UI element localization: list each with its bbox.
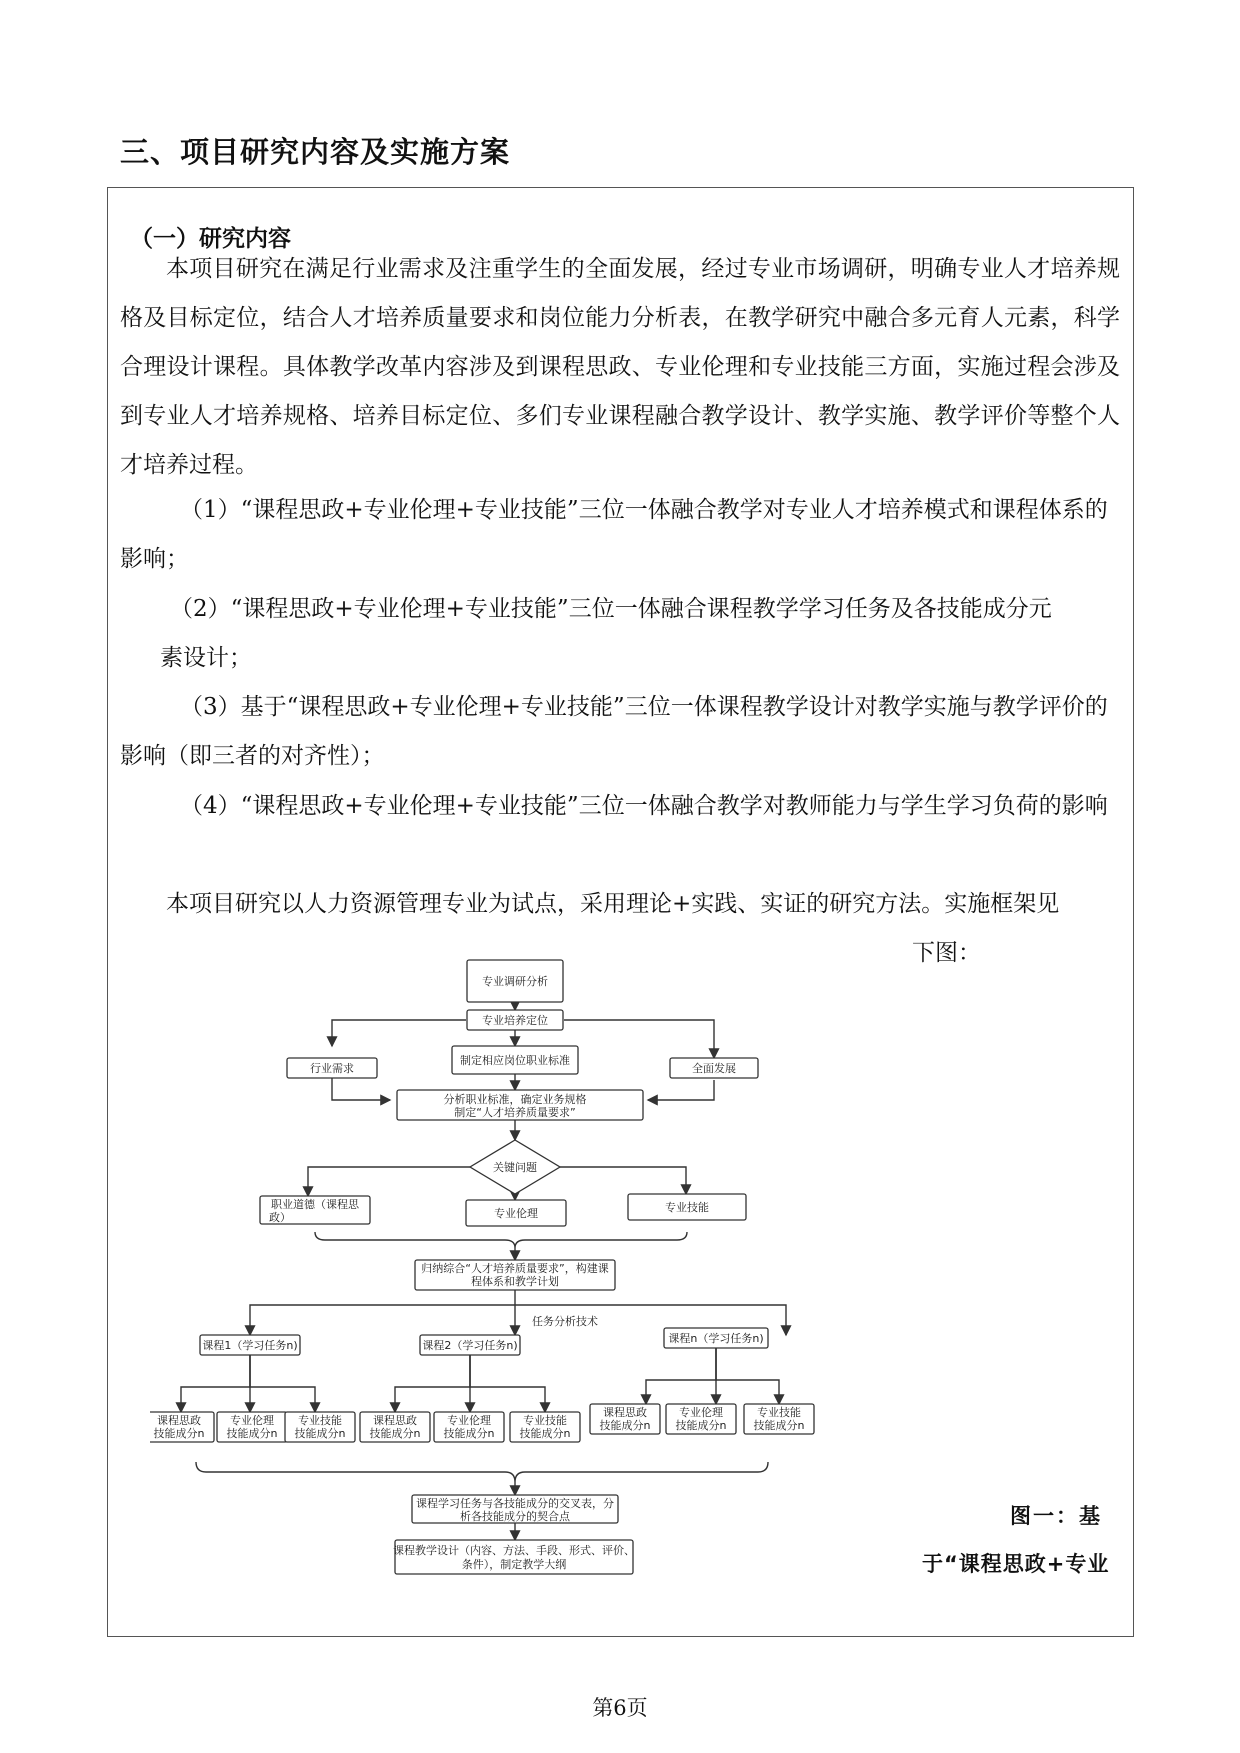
svg-text:程体系和教学计划: 程体系和教学计划 xyxy=(471,1275,559,1288)
node-c2-skills xyxy=(510,1412,580,1442)
svg-text:技能成分n: 技能成分n xyxy=(153,1427,205,1440)
svg-text:行业需求: 行业需求 xyxy=(310,1062,354,1075)
node-job-standard xyxy=(452,1046,578,1074)
node-course-1 xyxy=(200,1335,300,1355)
method-paragraph: 本项目研究以人力资源管理专业为试点，采用理论+实践、实证的研究方法。实施框架见 xyxy=(166,891,1060,917)
node-key-issue xyxy=(470,1140,560,1194)
node-positioning xyxy=(467,1010,563,1030)
node-cross-table xyxy=(412,1495,618,1523)
svg-text:课程学习任务与各技能成分的交叉表，分: 课程学习任务与各技能成分的交叉表，分 xyxy=(416,1497,614,1510)
svg-text:技能成分n: 技能成分n xyxy=(519,1427,571,1440)
node-professional-skills xyxy=(628,1194,746,1220)
svg-text:技能成分n: 技能成分n xyxy=(226,1427,278,1440)
svg-text:专业技能: 专业技能 xyxy=(757,1406,801,1419)
node-cn-skills xyxy=(744,1404,814,1434)
svg-text:政）: 政） xyxy=(269,1211,291,1224)
svg-text:归纳综合“人才培养质量要求”，构建课: 归纳综合“人才培养质量要求”，构建课 xyxy=(421,1262,609,1275)
figure-caption-line-1: 图一：基 xyxy=(1010,1504,1102,1528)
svg-text:技能成分n: 技能成分n xyxy=(369,1427,421,1440)
section-title: 三、项目研究内容及实施方案 xyxy=(120,135,511,169)
subsection-title: （一）研究内容 xyxy=(130,226,291,252)
svg-text:课程思政: 课程思政 xyxy=(603,1406,647,1419)
svg-text:条件），制定教学大纲: 条件），制定教学大纲 xyxy=(461,1558,567,1571)
node-c1-ethics xyxy=(217,1412,287,1442)
node-analysis xyxy=(397,1090,643,1120)
svg-text:课程思政: 课程思政 xyxy=(373,1414,417,1427)
node-course-2 xyxy=(420,1335,520,1355)
intro-paragraph: 本项目研究在满足行业需求及注重学生的全面发展，经过专业市场调研，明确专业人才培养规格及目标定位，结合人才培养质量要求和岗位能力分析表，在教学研究中融合多元育人元素，科学合理设计课程。具体教学改革内容涉及到课程思政、专业伦理和专业技能三方面，实施过程会涉及到专业人才培养规格、培养目标定位、多们专业课程融合教学设计、教学实施、教学评价等整个人才培养过程。 xyxy=(120,256,1120,478)
svg-text:制定“人才培养质量要求”: 制定“人才培养质量要求” xyxy=(454,1106,576,1119)
page-number: 第6页 xyxy=(592,1696,648,1720)
node-industry-demand xyxy=(287,1058,377,1078)
svg-text:专业伦理: 专业伦理 xyxy=(447,1414,491,1427)
node-course-n xyxy=(664,1328,768,1348)
node-cn-ideology xyxy=(590,1404,660,1434)
node-course-design xyxy=(393,1540,635,1574)
svg-text:专业技能: 专业技能 xyxy=(665,1201,709,1214)
node-summary xyxy=(415,1260,615,1290)
method-paragraph-tail: 下图： xyxy=(912,940,981,966)
node-c1-skills xyxy=(285,1412,355,1442)
svg-text:技能成分n: 技能成分n xyxy=(294,1427,346,1440)
svg-text:技能成分n: 技能成分n xyxy=(599,1419,651,1432)
svg-text:析各技能成分的契合点: 析各技能成分的契合点 xyxy=(460,1510,570,1523)
node-cn-ethics xyxy=(666,1404,736,1434)
svg-text:专业技能: 专业技能 xyxy=(523,1414,567,1427)
svg-text:课程1（学习任务n): 课程1（学习任务n) xyxy=(202,1339,298,1352)
svg-text:专业伦理: 专业伦理 xyxy=(494,1207,538,1220)
research-item-1: （1）“课程思政+专业伦理+专业技能”三位一体融合教学对专业人才培养模式和课程体系的影响； xyxy=(120,497,1108,572)
research-item-2: （2）“课程思政+专业伦理+专业技能”三位一体融合课程教学学习任务及各技能成分元 xyxy=(170,596,1052,622)
svg-text:技能成分n: 技能成分n xyxy=(753,1419,805,1432)
node-market-research xyxy=(467,960,563,1002)
implementation-flowchart xyxy=(150,950,910,1630)
svg-text:课程教学设计（内容、方法、手段、形式、评价、: 课程教学设计（内容、方法、手段、形式、评价、 xyxy=(393,1544,635,1557)
svg-text:课程思政: 课程思政 xyxy=(157,1414,201,1427)
svg-text:专业技能: 专业技能 xyxy=(298,1414,342,1427)
svg-text:专业伦理: 专业伦理 xyxy=(679,1406,723,1419)
svg-text:课程n（学习任务n): 课程n（学习任务n) xyxy=(668,1332,764,1345)
svg-text:技能成分n: 技能成分n xyxy=(675,1419,727,1432)
figure-caption-line-2: 于“课程思政+专业 xyxy=(922,1552,1110,1576)
research-item-3: （3）基于“课程思政+专业伦理+专业技能”三位一体课程教学设计对教学实施与教学评价的影响（即三者的对齐性）； xyxy=(120,694,1108,769)
node-c2-ideology xyxy=(360,1412,430,1442)
node-c1-ideology xyxy=(150,1412,214,1442)
svg-text:分析职业标准，确定业务规格: 分析职业标准，确定业务规格 xyxy=(443,1093,587,1106)
label-task-analysis: 任务分析技术 xyxy=(532,1315,598,1328)
node-professional-ethics xyxy=(466,1200,566,1226)
svg-text:技能成分n: 技能成分n xyxy=(443,1427,495,1440)
svg-text:专业培养定位: 专业培养定位 xyxy=(482,1014,548,1027)
research-item-4: （4）“课程思政+专业伦理+专业技能”三位一体融合教学对教师能力与学生学习负荷的影响 xyxy=(180,793,1108,819)
svg-text:课程2（学习任务n): 课程2（学习任务n) xyxy=(422,1339,518,1352)
svg-text:专业调研分析: 专业调研分析 xyxy=(482,975,548,988)
svg-text:专业伦理: 专业伦理 xyxy=(230,1414,274,1427)
node-c2-ethics xyxy=(434,1412,504,1442)
svg-text:制定相应岗位职业标准: 制定相应岗位职业标准 xyxy=(460,1054,570,1067)
svg-text:全面发展: 全面发展 xyxy=(692,1062,736,1075)
node-professional-morality xyxy=(260,1196,370,1224)
svg-text:职业道德（课程思: 职业道德（课程思 xyxy=(271,1198,359,1211)
svg-text:关键问题: 关键问题 xyxy=(493,1161,537,1174)
research-item-2-continued: 素设计； xyxy=(160,645,252,671)
node-all-round xyxy=(670,1058,758,1078)
